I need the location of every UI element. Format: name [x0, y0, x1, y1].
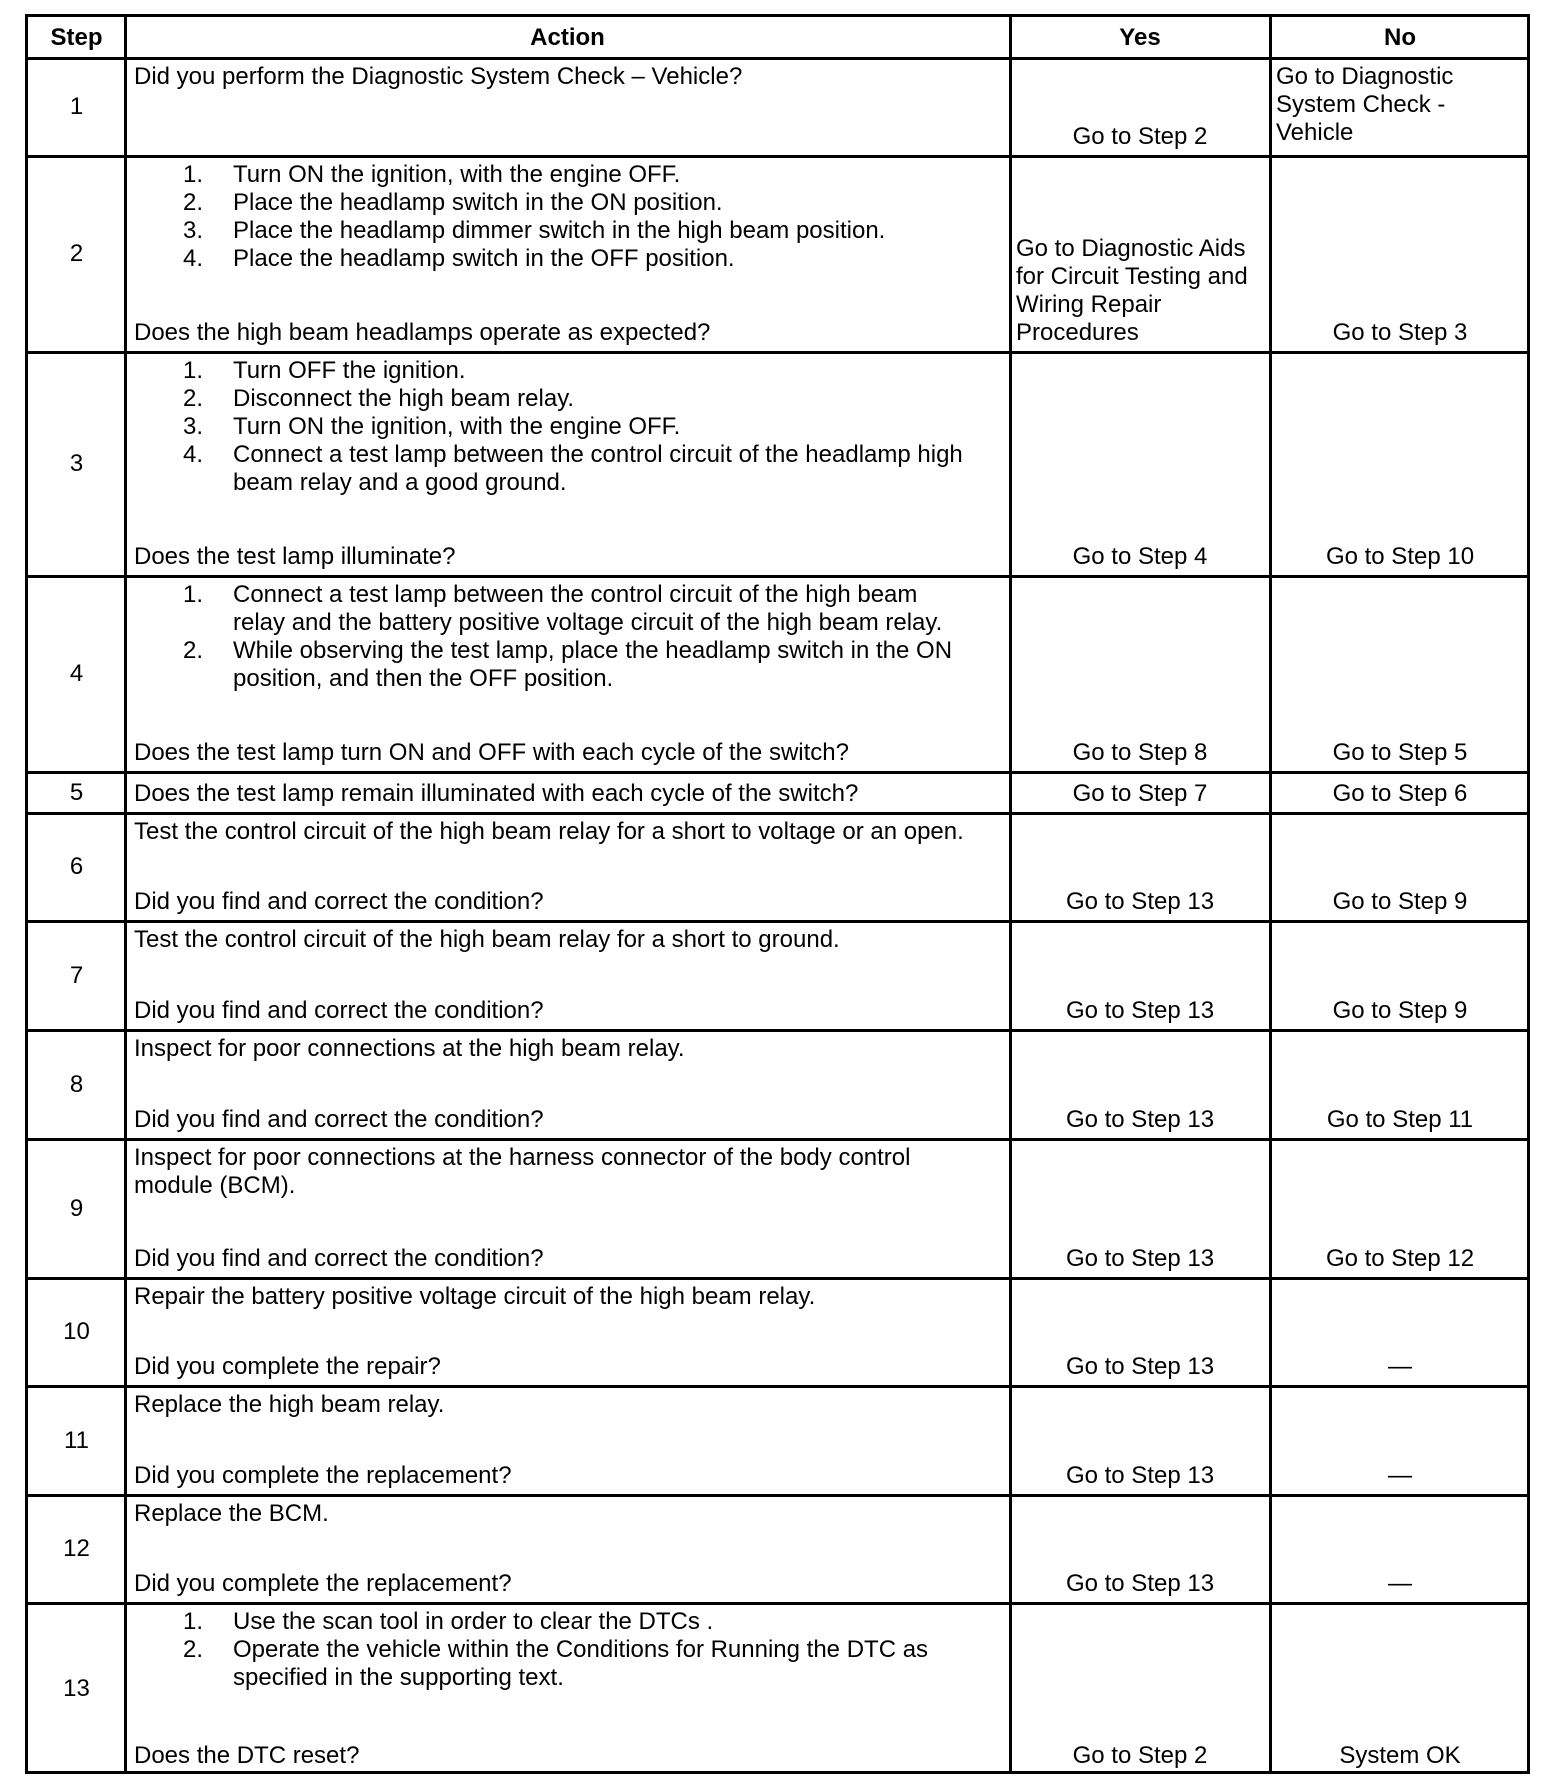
substep-text: relay and the battery positive voltage circuit of the high beam relay.: [233, 609, 943, 636]
no-result: Go to Step 5: [1332, 739, 1468, 766]
yes-result: Go to Step 7: [1072, 780, 1208, 807]
no-result: —: [1388, 1570, 1412, 1597]
substep-number: 1.: [183, 581, 204, 608]
yes-result: Go to Step 13: [1065, 1106, 1215, 1133]
step-number: 8: [69, 1070, 84, 1098]
row-divider: [28, 57, 1527, 60]
no-result: System Check -: [1276, 91, 1446, 118]
row-divider: [28, 1385, 1527, 1388]
substep-text: Use the scan tool in order to clear the DTCs .: [233, 1608, 714, 1635]
action-question: Did you complete the replacement?: [134, 1462, 512, 1489]
action-question: Does the test lamp turn ON and OFF with each cycle of the switch?: [134, 739, 849, 766]
substep-number: 2.: [183, 385, 204, 412]
action-question: Does the high beam headlamps operate as expected?: [134, 319, 711, 346]
row-divider: [28, 575, 1527, 578]
no-result: Go to Step 6: [1332, 780, 1468, 807]
action-text: Inspect for poor connections at the harness connector of the body control: [134, 1144, 911, 1171]
header-no: No: [1384, 24, 1416, 51]
yes-result: Go to Step 13: [1065, 1245, 1215, 1272]
step-number: 1: [69, 93, 84, 120]
substep-text: specified in the supporting text.: [233, 1664, 564, 1691]
row-divider: [28, 1602, 1527, 1605]
yes-result: Go to Step 2: [1072, 1742, 1208, 1769]
no-result: Go to Step 11: [1326, 1106, 1474, 1133]
step-number: 2: [69, 240, 84, 267]
yes-result: Go to Step 8: [1072, 739, 1208, 766]
substep-number: 3.: [183, 217, 204, 244]
substep-number: 2.: [183, 637, 204, 664]
substep-number: 2.: [183, 189, 204, 216]
substep-text: Turn ON the ignition, with the engine OFF.: [233, 161, 681, 188]
yes-result: Go to Step 13: [1065, 1353, 1215, 1380]
substep-text: Place the headlamp switch in the OFF position.: [233, 245, 735, 272]
row-divider: [28, 1494, 1527, 1497]
substep-text: Connect a test lamp between the control circuit of the high beam: [233, 581, 918, 608]
substep-text: Place the headlamp dimmer switch in the high beam position.: [233, 217, 886, 244]
no-result: Go to Diagnostic: [1276, 63, 1454, 90]
substep-text: Connect a test lamp between the control circuit of the headlamp high: [233, 441, 963, 468]
step-number: 4: [69, 660, 84, 687]
substep-text: beam relay and a good ground.: [233, 469, 567, 496]
action-question: Does the test lamp illuminate?: [134, 543, 456, 570]
row-divider: [28, 812, 1527, 815]
action-question: Did you complete the repair?: [134, 1353, 441, 1380]
action-question: Did you find and correct the condition?: [134, 888, 544, 915]
substep-text: Turn OFF the ignition.: [233, 357, 466, 384]
yes-result: Procedures: [1016, 319, 1139, 346]
no-result: Go to Step 9: [1332, 888, 1468, 915]
row-divider: [28, 155, 1527, 158]
action-question: Does the DTC reset?: [134, 1742, 360, 1769]
step-number: 9: [69, 1194, 84, 1222]
action-question: Did you complete the replacement?: [134, 1570, 512, 1597]
action-text: Test the control circuit of the high beam relay for a short to ground.: [134, 926, 840, 953]
no-result: Go to Step 12: [1325, 1245, 1475, 1272]
no-result: Go to Step 9: [1332, 997, 1468, 1024]
yes-result: Go to Step 4: [1072, 543, 1208, 570]
row-divider: [28, 1138, 1527, 1141]
action-text: Did you perform the Diagnostic System Check – Vehicle?: [134, 63, 743, 90]
substep-text: Operate the vehicle within the Conditions for Running the DTC as: [233, 1636, 929, 1663]
row-divider: [28, 1029, 1527, 1032]
substep-text: Disconnect the high beam relay.: [233, 385, 575, 412]
substep-text: Turn ON the ignition, with the engine OFF.: [233, 413, 681, 440]
action-text: Replace the BCM.: [134, 1500, 329, 1527]
step-number: 11: [64, 1426, 89, 1454]
no-result: System OK: [1339, 1742, 1461, 1769]
no-result: —: [1388, 1353, 1412, 1380]
step-number: 3: [69, 450, 84, 477]
action-question: Does the test lamp remain illuminated with each cycle of the switch?: [134, 780, 859, 807]
yes-result: Go to Step 13: [1065, 1462, 1215, 1489]
action-question: Did you find and correct the condition?: [134, 1245, 544, 1272]
action-text: module (BCM).: [134, 1172, 296, 1199]
no-result: —: [1388, 1462, 1412, 1489]
substep-number: 1.: [183, 161, 204, 188]
yes-result: for Circuit Testing and: [1016, 263, 1248, 290]
substep-number: 1.: [183, 357, 204, 384]
no-result: Go to Step 3: [1332, 319, 1468, 346]
substep-number: 4.: [183, 245, 204, 272]
substep-text: position, and then the OFF position.: [233, 665, 614, 692]
row-divider: [28, 351, 1527, 354]
row-divider: [28, 920, 1527, 923]
step-number: 13: [63, 1675, 90, 1702]
yes-result: Go to Step 13: [1065, 888, 1215, 915]
substep-number: 1.: [183, 1608, 204, 1635]
action-text: Repair the battery positive voltage circuit of the high beam relay.: [134, 1283, 816, 1310]
substep-text: While observing the test lamp, place the headlamp switch in the ON: [233, 637, 953, 664]
header-action: Action: [530, 24, 605, 51]
yes-result: Wiring Repair: [1016, 291, 1162, 318]
yes-result: Go to Step 13: [1065, 1570, 1215, 1597]
yes-result: Go to Step 13: [1065, 997, 1215, 1024]
step-number: 10: [63, 1318, 90, 1345]
substep-number: 3.: [183, 413, 204, 440]
step-number: 5: [69, 778, 84, 806]
header-yes: Yes: [1119, 24, 1161, 51]
substep-number: 2.: [183, 1636, 204, 1663]
row-divider: [28, 1277, 1527, 1280]
header-step: Step: [50, 24, 103, 51]
action-text: Inspect for poor connections at the high beam relay.: [134, 1035, 685, 1062]
yes-result: Go to Step 2: [1072, 123, 1208, 150]
yes-result: Go to Diagnostic Aids: [1016, 235, 1246, 262]
action-question: Did you find and correct the condition?: [134, 997, 544, 1024]
substep-number: 4.: [183, 441, 204, 468]
diagnostic-table: [25, 14, 1530, 1774]
substep-text: Place the headlamp switch in the ON position.: [233, 189, 723, 216]
step-number: 6: [69, 853, 84, 880]
no-result: Vehicle: [1276, 119, 1354, 146]
column-divider: [124, 17, 127, 1771]
action-question: Did you find and correct the condition?: [134, 1106, 544, 1133]
step-number: 7: [69, 961, 84, 989]
action-text: Test the control circuit of the high beam relay for a short to voltage or an open.: [134, 818, 964, 845]
row-divider: [28, 771, 1527, 774]
step-number: 12: [63, 1535, 90, 1562]
action-text: Replace the high beam relay.: [134, 1391, 445, 1418]
no-result: Go to Step 10: [1325, 543, 1475, 570]
